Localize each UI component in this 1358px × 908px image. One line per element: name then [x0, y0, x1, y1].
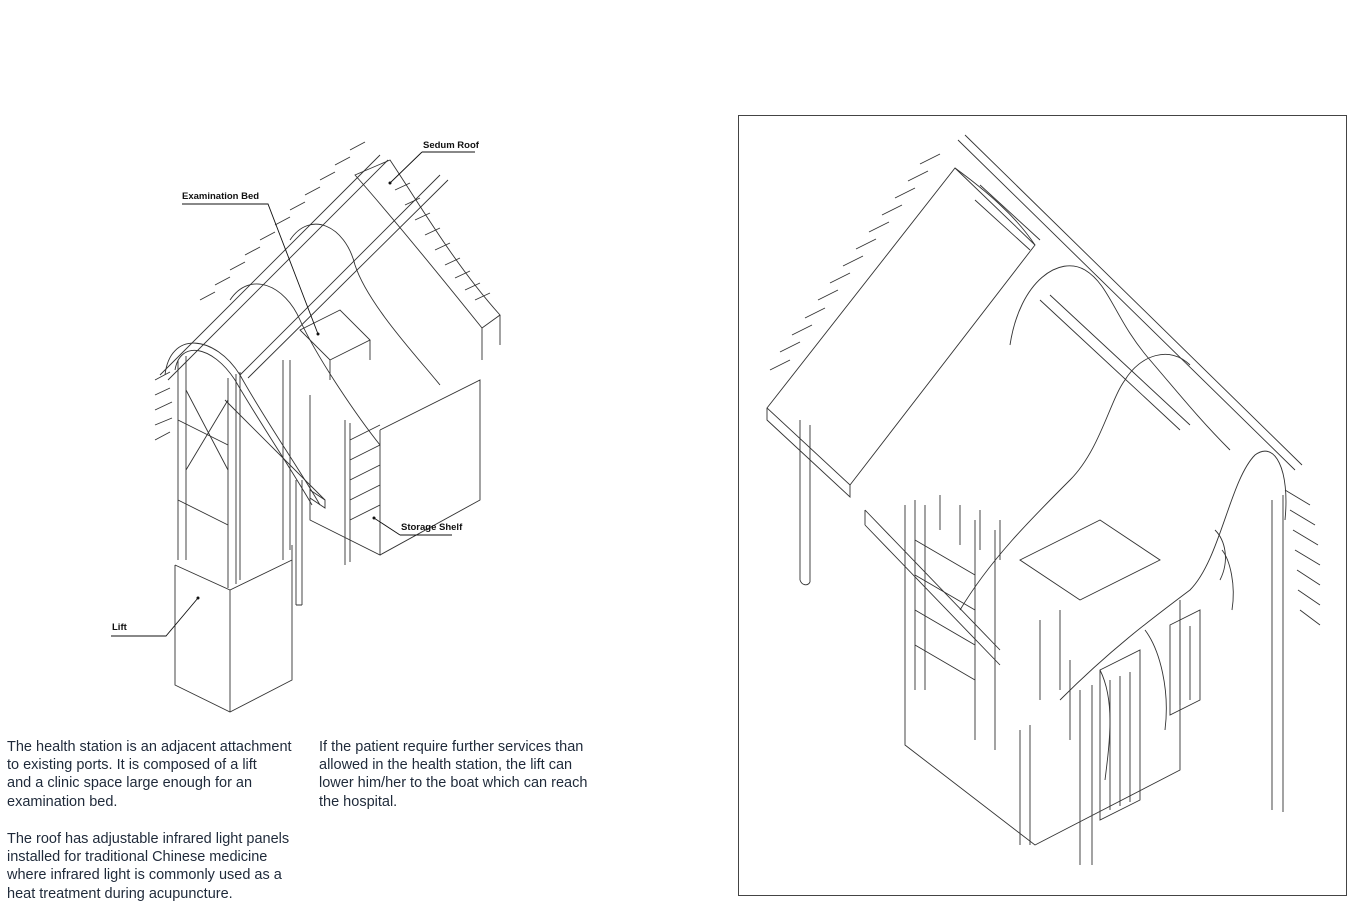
callout-storage-shelf: Storage Shelf	[401, 522, 463, 533]
callout-examination-bed: Examination Bed	[182, 191, 260, 202]
description-paragraph-2: The roof has adjustable infrared light panels installed for traditional Chinese medicine where infrared light is commonly used as a heat treatment during acupuncture.	[7, 831, 290, 902]
left-axonometric-drawing	[0, 0, 700, 730]
description-paragraph-1: The health station is an adjacent attachment to existing ports. It is composed of a lift and a clinic space large enough for an examination bed.	[7, 739, 292, 810]
detail-drawing-frame	[738, 115, 1347, 896]
description-paragraph-3: If the patient require further services than allowed in the health station, the lift can lower him/her to the boat which can reach the hospital.	[319, 739, 588, 810]
callout-sedum-roof: Sedum Roof	[423, 140, 479, 151]
callout-lift: Lift	[112, 622, 127, 633]
